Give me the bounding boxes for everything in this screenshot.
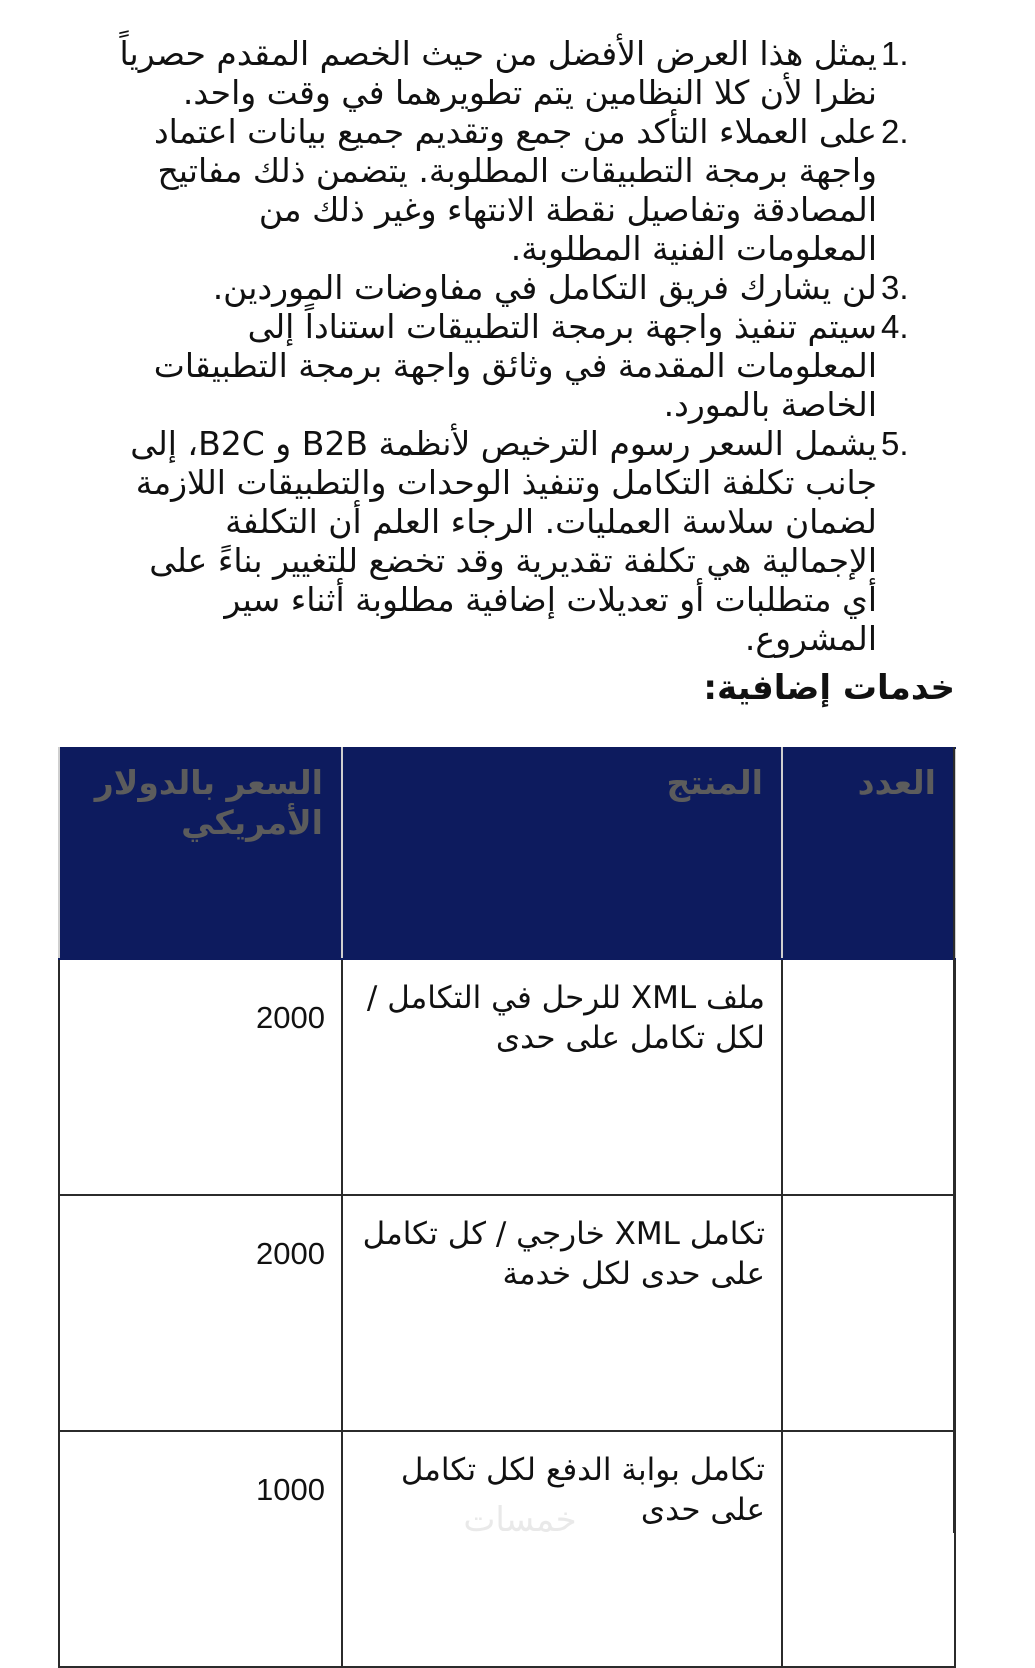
table-body — [59, 959, 955, 1667]
note-item-4 — [109, 307, 939, 424]
cell-count — [782, 1195, 955, 1431]
table-row — [59, 1195, 955, 1431]
table-row — [59, 959, 955, 1195]
note-number: 3. — [881, 269, 909, 306]
cell-count — [782, 1431, 955, 1667]
section-title: خدمات إضافية: — [703, 668, 955, 708]
note-item-3 — [109, 268, 939, 307]
note-number: 1. — [881, 35, 909, 72]
note-item-2 — [109, 112, 939, 268]
note-number: 4. — [881, 308, 909, 345]
cell-product: تكامل XML خارجي / كل تكامل على حدى لكل خدمة — [342, 1195, 782, 1431]
note-item-5 — [109, 424, 939, 658]
watermark: خمسات — [463, 1500, 577, 1540]
cell-count — [782, 959, 955, 1195]
note-number: 5. — [881, 425, 909, 462]
table-edge-divider — [945, 747, 955, 1533]
header-count: العدد — [782, 748, 955, 959]
cell-price: 1000 — [59, 1431, 342, 1667]
note-text: سيتم تنفيذ واجهة برمجة التطبيقات استناداً إلى المعلومات المقدمة في وثائق واجهة برمجة التطبيقات الخاصة بالمورد. — [153, 307, 877, 424]
note-text: يمثل هذا العرض الأفضل من حيث الخصم المقدم حصرياً نظرا لأن كلا النظامين يتم تطويرهما في وقت واحد. — [119, 34, 877, 112]
cell-price: 2000 — [59, 959, 342, 1195]
cell-product: ملف XML للرحل في التكامل / لكل تكامل على حدى — [342, 959, 782, 1195]
table-header-row — [59, 748, 955, 959]
cell-price: 2000 — [59, 1195, 342, 1431]
note-item-1 — [109, 34, 939, 112]
header-product: المنتج — [342, 748, 782, 959]
note-number: 2. — [881, 113, 909, 150]
table-row — [59, 1431, 955, 1667]
note-text: لن يشارك فريق التكامل في مفاوضات الموردين. — [212, 268, 877, 307]
note-text: يشمل السعر رسوم الترخيص لأنظمة B2B و B2C، إلى جانب تكلفة التكامل وتنفيذ الوحدات والتطبيقات اللازمة لضمان سلاسة العمليات. الرجاء العلم أن التكلفة الإجمالية هي تكلفة تقديرية وقد تخضع للتغيير بناءً على أي متطلبات أو تعديلات إضافية مطلوبة أثناء سير المشروع. — [130, 424, 877, 658]
cell-product: تكامل بوابة الدفع لكل تكامل على حدى — [342, 1431, 782, 1667]
table-header — [59, 748, 955, 959]
header-price: السعر بالدولار الأمريكي — [59, 748, 342, 959]
note-text: على العملاء التأكد من جمع وتقديم جميع بيانات اعتماد واجهة برمجة التطبيقات المطلوبة. يتضمن ذلك مفاتيح المصادقة وتفاصيل نقطة الانتهاء وغير ذلك من المعلومات الفنية المطلوبة. — [153, 112, 877, 268]
notes-list — [109, 34, 939, 658]
